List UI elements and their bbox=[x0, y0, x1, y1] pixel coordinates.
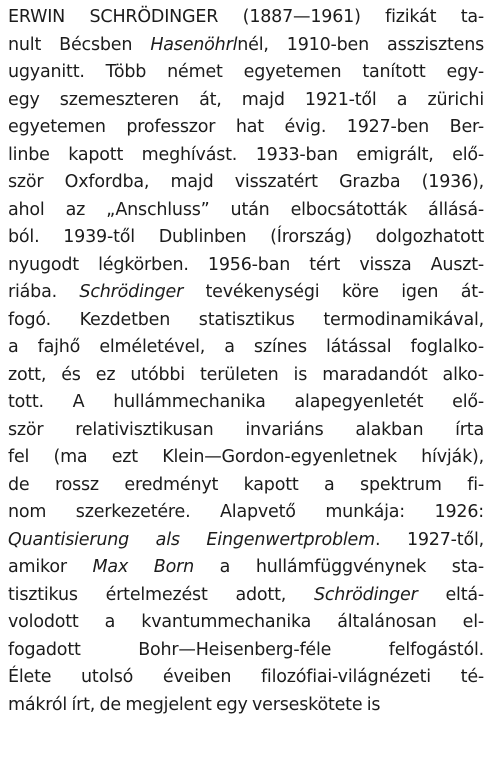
text-segment: fel (ma ezt Klein—Gordon-egyenletnek hívják), bbox=[8, 447, 484, 467]
text-line bbox=[8, 4, 484, 32]
text-line bbox=[8, 554, 484, 582]
text-segment: mákról írt, de megjelent egy verseskötete is bbox=[8, 694, 381, 715]
text-segment: ször relativisztikusan invariáns alakban írta bbox=[8, 419, 484, 440]
text-segment: . 1927-től, bbox=[374, 529, 484, 550]
biography-text bbox=[8, 4, 484, 719]
text-line bbox=[8, 279, 484, 307]
text-line bbox=[8, 224, 484, 252]
text-segment: a fajhő elméletével, a színes látással foglalko- bbox=[8, 337, 484, 357]
text-line bbox=[8, 637, 484, 665]
text-line bbox=[8, 59, 484, 87]
text-segment: tevékenységi köre igen át- bbox=[183, 282, 484, 302]
text-segment: tisztikus értelmezést adott, bbox=[8, 584, 314, 605]
text-line bbox=[8, 389, 484, 417]
text-segment: nult Bécsben bbox=[8, 34, 151, 55]
italic-name-text: Hasenöhrl bbox=[150, 34, 238, 55]
text-line bbox=[8, 252, 484, 280]
text-segment: egyetemen professzor hat évig. 1927-ben Ber- bbox=[8, 117, 484, 137]
text-line bbox=[8, 307, 484, 335]
text-line bbox=[8, 527, 484, 555]
text-segment: ERWIN SCHRÖDINGER (1887—1961) fizikát ta- bbox=[8, 7, 484, 27]
italic-name-text: Quantisierung als Eingenwertproblem bbox=[8, 529, 375, 550]
text-segment: nél, 1910-ben asszisztens bbox=[237, 34, 484, 55]
text-segment: ször Oxfordba, majd visszatért Grazba (1936), bbox=[8, 172, 484, 192]
text-line bbox=[8, 32, 484, 60]
text-segment: ahol az „Anschluss” után elbocsátották állásá- bbox=[8, 199, 484, 220]
text-segment: tott. A hullámmechanika alapegyenletét elő- bbox=[8, 392, 484, 412]
text-line bbox=[8, 499, 484, 527]
italic-name-text: Schrödinger bbox=[313, 584, 418, 605]
text-segment: de rossz eredményt kapott a spektrum fi- bbox=[8, 474, 484, 495]
text-line bbox=[8, 609, 484, 637]
text-segment: fogadott Bohr—Heisenberg-féle felfogástól. bbox=[8, 639, 484, 660]
text-segment: riába. bbox=[8, 282, 80, 302]
text-segment: fogó. Kezdetben statisztikus termodinamikával, bbox=[8, 309, 484, 330]
text-line bbox=[8, 472, 484, 500]
text-segment: ból. 1939-től Dublinben (Írország) dolgozhatott bbox=[8, 227, 484, 247]
text-line bbox=[8, 334, 484, 362]
text-segment: nyugodt légkörben. 1956-ban tért vissza Auszt- bbox=[8, 254, 484, 275]
text-segment: amikor bbox=[8, 557, 93, 577]
text-line bbox=[8, 87, 484, 115]
text-line bbox=[8, 142, 484, 170]
text-line bbox=[8, 582, 484, 610]
text-line bbox=[8, 664, 484, 692]
text-segment: zott, és ez utóbbi területen is maradandót alko- bbox=[8, 364, 484, 385]
text-line bbox=[8, 692, 484, 720]
text-line bbox=[8, 362, 484, 390]
text-line bbox=[8, 169, 484, 197]
text-segment: linbe kapott meghívást. 1933-ban emigrált, elő- bbox=[8, 144, 484, 165]
text-segment: a hullámfüggvénynek sta- bbox=[193, 557, 485, 577]
text-segment: egy szemeszteren át, majd 1921-től a zürichi bbox=[8, 89, 484, 110]
text-line bbox=[8, 444, 484, 472]
italic-name-text: Max Born bbox=[92, 557, 194, 577]
text-line bbox=[8, 417, 484, 445]
text-line bbox=[8, 114, 484, 142]
text-segment: nom szerkezetére. Alapvető munkája: 1926: bbox=[8, 502, 484, 522]
text-segment: eltá- bbox=[417, 584, 484, 605]
text-segment: ugyanitt. Több német egyetemen tanított egy- bbox=[8, 62, 484, 82]
text-segment: volodott a kvantummechanika általánosan el- bbox=[8, 612, 484, 632]
text-line bbox=[8, 197, 484, 225]
text-segment: Élete utolsó éveiben filozófiai-világnézeti té- bbox=[8, 667, 484, 687]
italic-name-text: Schrödinger bbox=[79, 282, 184, 302]
